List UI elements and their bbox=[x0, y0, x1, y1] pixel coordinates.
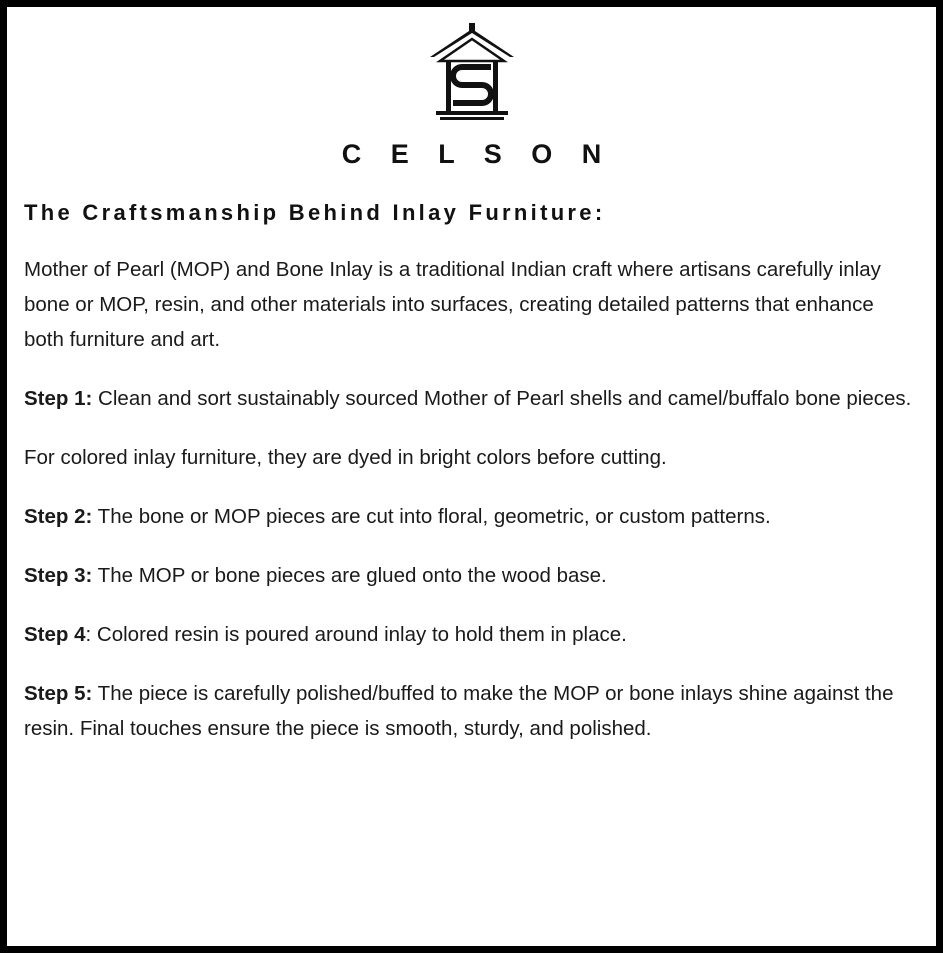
step-label: Step 3: bbox=[24, 564, 93, 587]
paragraph bbox=[24, 617, 919, 652]
house-monogram-logo-icon bbox=[24, 23, 919, 123]
paragraph bbox=[24, 252, 919, 357]
paragraph bbox=[24, 499, 919, 534]
paragraph-text: The piece is carefully polished/buffed to make the MOP or bone inlays shine against the resin. Final touches ensure the piece is smooth, sturdy, and polished. bbox=[24, 682, 894, 740]
brand-header bbox=[24, 21, 919, 170]
paragraph-text: For colored inlay furniture, they are dyed in bright colors before cutting. bbox=[24, 446, 667, 469]
paragraph-text: The MOP or bone pieces are glued onto the wood base. bbox=[92, 564, 607, 587]
body-copy bbox=[24, 252, 919, 746]
step-label: Step 4 bbox=[24, 623, 86, 646]
paragraph-text: Mother of Pearl (MOP) and Bone Inlay is a traditional Indian craft where artisans carefully inlay bone or MOP, resin, and other materials into surfaces, creating detailed patterns that enhance both furniture and art. bbox=[24, 258, 881, 351]
brand-name: C E L S O N bbox=[341, 139, 613, 169]
page-title: The Craftsmanship Behind Inlay Furniture: bbox=[24, 200, 606, 225]
paragraph-text: : Colored resin is poured around inlay to hold them in place. bbox=[85, 623, 627, 646]
paragraph bbox=[24, 381, 919, 416]
step-label: Step 1: bbox=[24, 387, 93, 410]
step-label: Step 5: bbox=[24, 682, 93, 705]
paragraph bbox=[24, 440, 919, 475]
paragraph-text: Clean and sort sustainably sourced Mother of Pearl shells and camel/buffalo bone pieces. bbox=[92, 387, 912, 410]
paragraph bbox=[24, 558, 919, 593]
paragraph bbox=[24, 676, 919, 746]
paragraph-text: The bone or MOP pieces are cut into floral, geometric, or custom patterns. bbox=[92, 505, 771, 528]
step-label: Step 2: bbox=[24, 505, 93, 528]
